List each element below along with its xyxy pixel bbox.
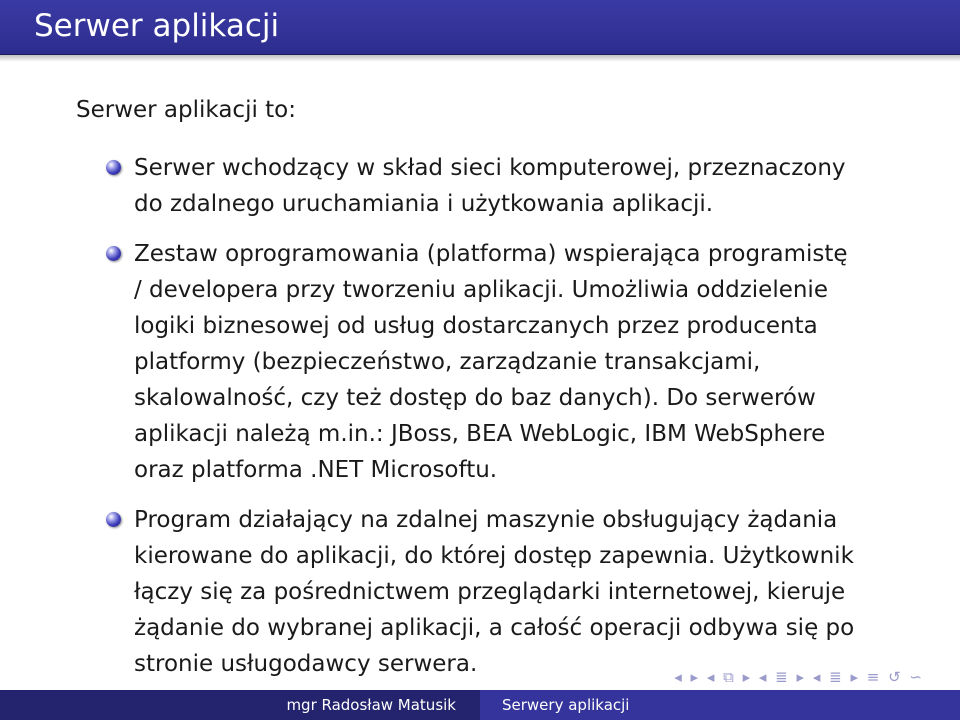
footer xyxy=(0,690,960,720)
bullet-list xyxy=(76,150,906,682)
lead-text: Serwer aplikacji to: xyxy=(76,97,296,123)
text-line: aplikacji należą m.in.: JBoss, BEA WebLogic, IBM WebSphere xyxy=(134,421,826,447)
text-line: łączy się za pośrednictwem przeglądarki internetowej, kieruje xyxy=(134,579,846,605)
navigation-symbols-icon[interactable]: ◂ ▸ ◂ ⧉ ▸ ◂ ≣ ▸ ◂ ≣ ▸ ≡ ↺ ∽ xyxy=(674,668,924,686)
text-line: do zdalnego uruchamiania i użytkowania aplikacji. xyxy=(134,191,714,217)
text-line: stronie usługodawcy serwera. xyxy=(134,651,478,677)
text-line: platformy (bezpieczeństwo, zarządzanie transakcjami, xyxy=(134,349,761,375)
list-item xyxy=(76,502,906,682)
list-item xyxy=(76,236,906,488)
slide-content xyxy=(76,92,906,696)
text-line: Zestaw oprogramowania (platforma) wspierająca programistę xyxy=(134,241,848,267)
text-line: żądanie do wybranej aplikacji, a całość operacji odbywa się po xyxy=(134,615,855,641)
slide-title: Serwer aplikacji xyxy=(34,8,280,44)
text-line: Serwer wchodzący w skład sieci komputerowej, przeznaczony xyxy=(134,155,846,181)
bullet-text xyxy=(134,502,906,682)
footer-title: Serwery aplikacji xyxy=(480,690,960,720)
list-item xyxy=(76,150,906,222)
text-line: skalowalność, czy też dostęp do baz danych). Do serwerów xyxy=(134,385,816,411)
text-line: logiki biznesowej od usług dostarczanych przez producenta xyxy=(134,313,818,339)
footer-author: mgr Radosław Matusik xyxy=(0,690,480,720)
text-line: oraz platforma .NET Microsoftu. xyxy=(134,457,498,483)
bullet-icon xyxy=(106,246,121,261)
text-line: kierowane do aplikacji, do której dostęp zapewnia. Użytkownik xyxy=(134,543,854,569)
bullet-icon xyxy=(106,160,121,175)
text-line: Program działający na zdalnej maszynie obsługujący żądania xyxy=(134,507,838,533)
bullet-text xyxy=(134,150,906,222)
bullet-icon xyxy=(106,512,121,527)
text-line: / developera przy tworzeniu aplikacji. Umożliwia oddzielenie xyxy=(134,277,828,303)
bullet-text xyxy=(134,236,906,488)
title-bar xyxy=(0,0,960,55)
